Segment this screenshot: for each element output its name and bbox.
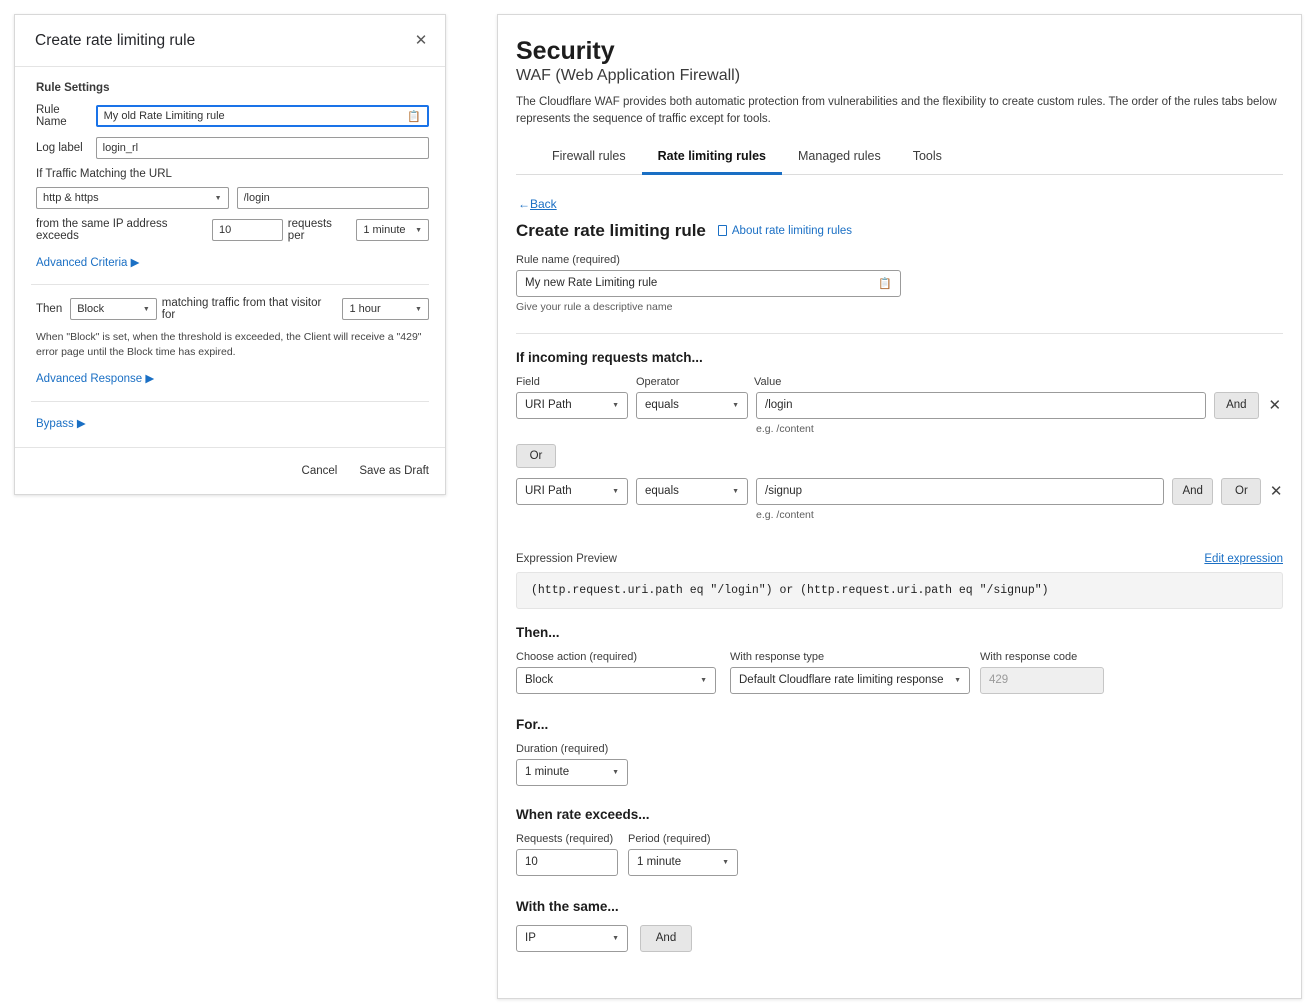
url-path-value: /login [243,192,270,204]
url-match-label: If Traffic Matching the URL [36,168,172,180]
then-row [31,297,429,321]
rule-name-label: Rule name (required) [516,253,620,266]
tab-tools[interactable]: Tools [912,148,942,163]
close-icon[interactable]: ✕ [414,31,428,49]
period-value: 1 minute [363,224,406,236]
chevron-down-icon: ▼ [954,676,961,684]
chevron-down-icon: ▼ [732,401,739,409]
action-value: Block [77,303,105,315]
advanced-response-link[interactable]: Advanced Response ▶ [36,373,155,386]
rule-name-input[interactable] [96,105,429,127]
operator-value: equals [645,399,679,411]
field-value: URI Path [525,485,572,497]
response-type-select[interactable] [730,667,970,694]
expression-preview-text: (http.request.uri.path eq "/login") or (http.request.uri.path eq "/signup") [516,572,1283,609]
threshold-input[interactable] [212,219,283,241]
operator-value: equals [645,485,679,497]
advanced-criteria-link[interactable]: Advanced Criteria ▶ [36,257,140,269]
chevron-down-icon: ▼ [612,487,619,495]
duration-value: 1 minute [525,766,570,778]
response-type-value: Default Cloudflare rate limiting response [739,674,944,686]
then-section-row [516,651,1283,694]
url-match-row [31,187,429,209]
and-button[interactable]: And [1172,478,1213,505]
log-label-row [31,137,429,159]
chevron-down-icon: ▼ [415,305,422,313]
block-duration-value: 1 hour [349,303,381,315]
response-code-input[interactable] [980,667,1104,694]
log-label-value: login_rl [102,142,139,154]
or-button[interactable]: Or [516,444,556,468]
condition-row [516,392,1283,435]
copy-icon[interactable]: 📋 [878,277,892,290]
duration-label: Duration (required) [516,742,609,755]
back-link[interactable] [518,197,557,211]
rule-name-value: My new Rate Limiting rule [525,277,658,289]
rule-name-help: Give your rule a descriptive name [516,300,673,313]
chevron-right-icon: ▶ [130,257,140,269]
response-code-label: With response code [980,650,1078,663]
period-label: Period (required) [628,832,711,845]
and-button[interactable]: And [1214,392,1259,419]
or-button[interactable]: Or [1221,478,1261,505]
log-label-label: Log label [36,142,83,154]
chevron-down-icon: ▼ [142,305,150,313]
chevron-down-icon: ▼ [700,676,707,684]
form-header [516,221,1283,241]
action-select[interactable] [70,298,157,320]
chevron-down-icon: ▼ [415,226,422,234]
response-code-value: 429 [989,674,1009,686]
action-select[interactable] [516,667,716,694]
dialog-footer [15,447,445,494]
divider [31,284,429,285]
legacy-rate-limiting-dialog [14,14,446,495]
chevron-down-icon: ▼ [612,934,619,942]
field-select[interactable] [516,392,628,419]
then-mid-label: matching traffic from that visitor for [161,297,322,321]
divider [516,333,1283,334]
then-section-title: Then... [516,624,560,640]
requests-input[interactable] [516,849,618,876]
edit-expression-link[interactable]: Edit expression [1204,552,1283,565]
back-label: Back [530,196,557,211]
duration-select[interactable] [516,759,628,786]
chevron-down-icon: ▼ [732,487,739,495]
rule-settings-heading: Rule Settings [36,82,110,94]
value-help: e.g. /content [756,422,814,435]
field-select[interactable] [516,478,628,505]
value-input[interactable] [756,392,1206,419]
expression-preview-group [516,553,1283,609]
rule-name-row [31,104,429,128]
dialog-body [15,67,445,432]
and-button[interactable]: And [640,925,692,952]
chevron-down-icon: ▼ [722,858,729,866]
chevron-down-icon: ▼ [612,401,619,409]
action-label: Choose action (required) [516,650,638,663]
response-type-label: With response type [730,650,825,663]
rule-name-group [516,254,1283,313]
period-select[interactable] [356,219,429,241]
requests-value: 10 [525,856,538,868]
rule-name-input[interactable] [516,270,901,297]
field-value: URI Path [525,399,572,411]
log-label-input[interactable] [96,137,429,159]
condition-column-headers [516,376,1283,388]
form-title: Create rate limiting rule [516,220,706,240]
condition-row [516,478,1283,521]
chevron-right-icon: ▶ [145,373,155,386]
threshold-row [31,218,429,242]
block-duration-select[interactable] [342,298,429,320]
value-text: /login [765,399,793,411]
remove-condition-icon[interactable]: ✕ [1268,396,1282,414]
characteristic-select[interactable] [516,925,628,952]
document-icon [718,225,727,236]
back-arrow-icon: ← [518,196,530,211]
tab-firewall-rules[interactable]: Firewall rules [552,148,626,163]
characteristic-value: IP [525,932,536,944]
requests-label: Requests (required) [516,832,614,845]
chevron-right-icon: ▶ [76,418,86,431]
tab-managed-rules[interactable]: Managed rules [798,148,881,163]
about-link-label: About rate limiting rules [731,224,853,237]
save-as-draft-button[interactable]: Save as Draft [359,465,429,477]
scheme-select[interactable] [36,187,229,209]
action-value: Block [525,674,554,686]
period-value: 1 minute [637,856,682,868]
period-select[interactable] [628,849,738,876]
expression-preview-label: Expression Preview [516,552,617,565]
waf-panel [497,14,1302,999]
copy-icon[interactable]: 📋 [407,110,421,123]
rule-name-label: Rule Name [36,104,67,128]
url-path-input[interactable] [237,187,430,209]
value-text: /signup [765,485,803,497]
operator-select[interactable] [636,392,748,419]
value-help: e.g. /content [756,508,814,521]
same-section-title: With the same... [516,898,619,914]
col-field-label: Field [516,375,540,388]
threshold-mid-label: requests per [287,218,332,242]
page-title: Security [516,37,615,65]
chevron-down-icon: ▼ [612,768,619,776]
dialog-title: Create rate limiting rule [35,31,196,49]
rate-section-row [516,833,1283,876]
page-subtitle: WAF (Web Application Firewall) [516,67,741,84]
page-description: The Cloudflare WAF provides both automatic protection from vulnerabilities and the flexibility to create custom rules. The order of the rules tabs below represents the sequence of traffic except for tools. [516,96,1277,126]
col-operator-label: Operator [636,375,680,388]
duration-group [516,743,1283,786]
for-section-title: For... [516,716,549,732]
threshold-prefix-label: from the same IP address exceeds [36,218,168,242]
scheme-value: http & https [43,192,99,204]
match-section-title: If incoming requests match... [516,349,703,365]
same-section-row [516,925,1283,952]
dialog-header [15,15,445,67]
block-note: When "Block" is set, when the threshold is exceeded, the Client will receive a "429" error page until the Block time has expired. [36,331,422,359]
operator-select[interactable] [636,478,748,505]
cancel-button[interactable]: Cancel [301,465,338,477]
then-label: Then [36,303,63,315]
divider [31,401,429,402]
about-rate-limiting-link[interactable] [718,225,852,237]
rate-section-title: When rate exceeds... [516,806,650,822]
chevron-down-icon: ▼ [214,194,222,202]
rule-name-value: My old Rate Limiting rule [103,110,225,122]
bypass-link[interactable]: Bypass ▶ [36,418,86,431]
value-input[interactable] [756,478,1164,505]
col-value-label: Value [754,375,782,388]
remove-condition-icon[interactable]: ✕ [1269,482,1283,500]
tab-bar [516,142,1283,175]
threshold-value: 10 [219,224,232,236]
tab-rate-limiting-rules[interactable]: Rate limiting rules [642,142,782,175]
